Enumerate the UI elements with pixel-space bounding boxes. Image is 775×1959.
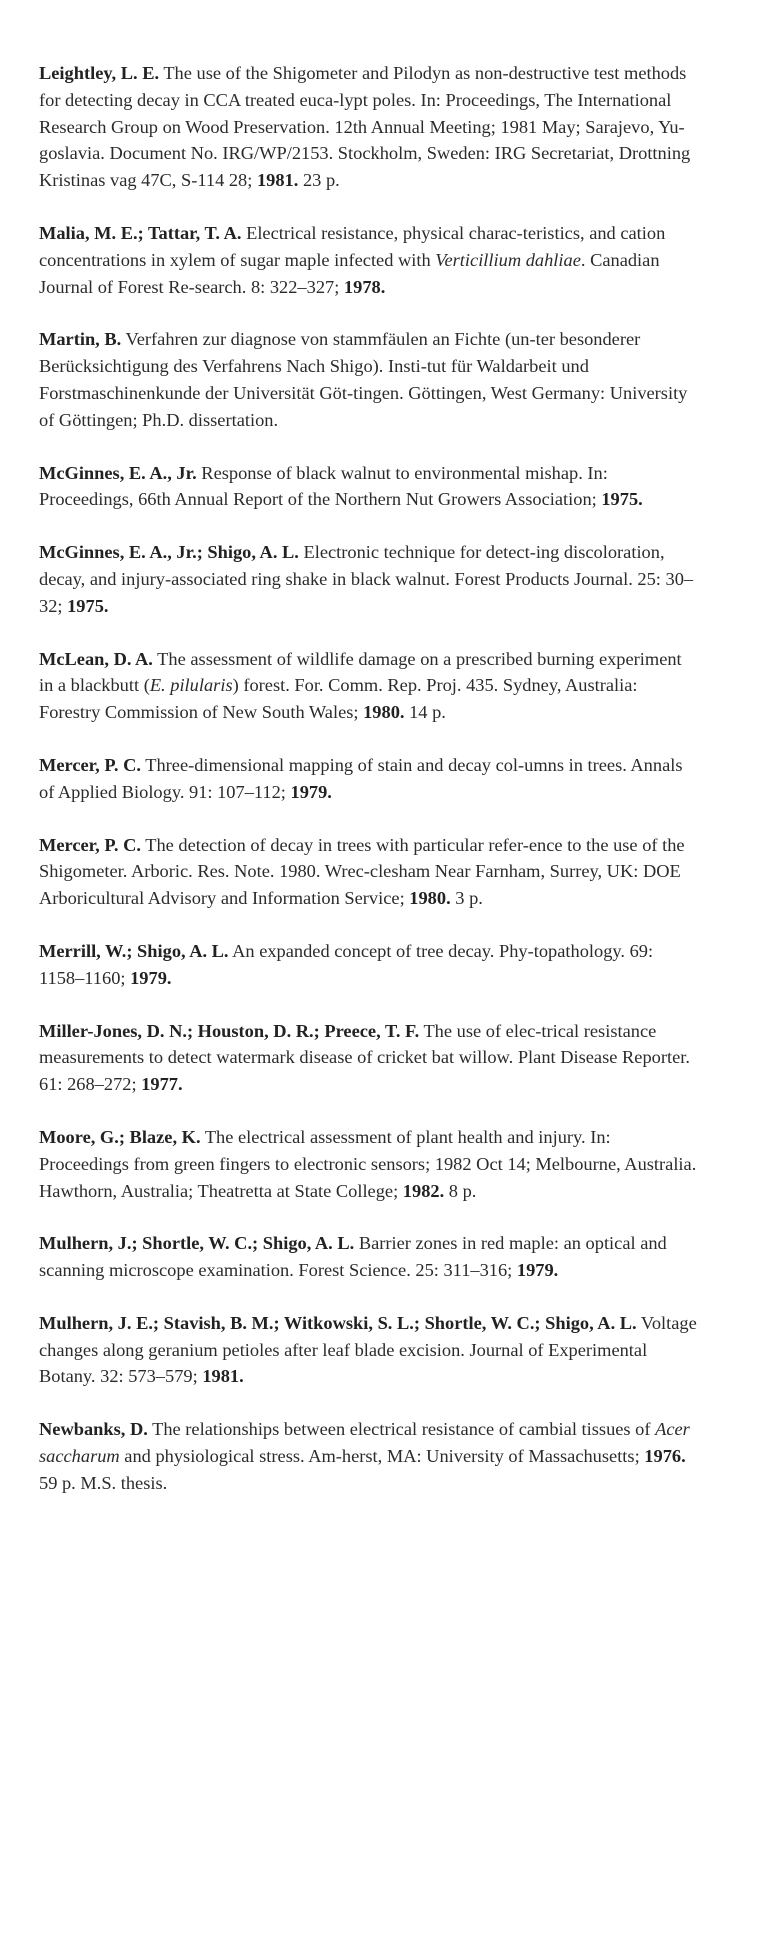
reference-year: 1975.	[67, 595, 109, 616]
reference-text: ) forest. For. Comm. Rep. Proj. 435. Sydney, Australia: Forestry Commission of New South Wales;	[39, 675, 638, 723]
reference-entry	[39, 1018, 699, 1098]
reference-year: 1980.	[409, 888, 451, 909]
reference-text: 14 p.	[404, 702, 446, 723]
reference-authors: McGinnes, E. A., Jr.; Shigo, A. L.	[39, 542, 299, 563]
reference-text: Electrical resistance, physical charac-teristics, and cation concentrations in xylem of sugar maple infected with	[39, 222, 666, 270]
reference-authors: Mulhern, J. E.; Stavish, B. M.; Witkowski, S. L.; Shortle, W. C.; Shigo, A. L.	[39, 1312, 637, 1333]
reference-year: 1981.	[256, 170, 299, 191]
reference-authors: McLean, D. A.	[39, 648, 153, 669]
reference-year: 1982.	[402, 1180, 445, 1201]
reference-entry	[39, 220, 699, 300]
reference-text: Verfahren zur diagnose von stammfäulen an Fichte (un-ter besonderer Berücksichtigung des Verfahrens Nach Shigo). Insti-tut für Waldarbeit und Forstmaschinenkunde der Universität Göt-tingen. Göttingen, West Germany: University of Göttingen; Ph.D. dissertation.	[39, 329, 688, 430]
reference-italic-text: Acer saccharum	[39, 1419, 690, 1467]
reference-text: Voltage changes along geranium petioles after leaf blade excision. Journal of Experimental Botany. 32: 573–579;	[39, 1312, 697, 1387]
reference-text: The assessment of wildlife damage on a prescribed burning experiment in a blackbutt (	[39, 648, 682, 696]
reference-authors: Leightley, L. E.	[39, 63, 160, 83]
reference-authors: Newbanks, D.	[39, 1419, 148, 1440]
reference-text: The electrical assessment of plant health and injury. In: Proceedings from green fingers to electronic sensors; 1982 Oct 14; Melbourne, Australia. Hawthorn, Australia; Theatretta at State College;	[39, 1126, 697, 1201]
reference-entry	[39, 60, 699, 194]
reference-year: 1977.	[141, 1074, 183, 1095]
reference-text: 3 p.	[450, 888, 483, 909]
reference-entry	[39, 1230, 699, 1284]
reference-text: The detection of decay in trees with particular refer-ence to the use of the Shigometer. Arboric. Res. Note. 1980. Wrec-clesham Near Farnham, Surrey, UK: DOE Arboricultural Advisory and Information Service;	[39, 834, 685, 909]
reference-entry	[39, 326, 699, 433]
reference-text: Barrier zones in red maple: an optical and scanning microscope examination. Forest Science. 25: 311–316;	[39, 1233, 667, 1281]
reference-italic-text: E. pilularis	[149, 675, 233, 696]
reference-authors: Martin, B.	[39, 329, 122, 350]
reference-entry	[39, 1310, 699, 1390]
reference-text: Response of black walnut to environmental mishap. In: Proceedings, 66th Annual Report of the Northern Nut Growers Association;	[39, 462, 608, 510]
reference-entry	[39, 539, 699, 619]
reference-text: 8 p.	[444, 1180, 477, 1201]
reference-year: 1980.	[363, 702, 405, 723]
reference-text: An expanded concept of tree decay. Phy-topathology. 69: 1158–1160;	[39, 940, 654, 988]
reference-italic-text: Verticillium dahliae	[435, 249, 581, 270]
reference-text: . Canadian Journal of Forest Re-search. 8: 322–327;	[39, 249, 660, 297]
reference-year: 1976.	[644, 1446, 686, 1467]
reference-year: 1975.	[601, 489, 643, 510]
reference-text: 23 p.	[298, 170, 340, 191]
reference-text: The relationships between electrical resistance of cambial tissues of	[147, 1419, 656, 1440]
reference-year: 1981.	[202, 1366, 244, 1387]
reference-year: 1978.	[343, 276, 386, 297]
reference-text: Electronic technique for detect-ing discoloration, decay, and injury-associated ring shake in black walnut. Forest Products Journal. 25: 30–32;	[39, 542, 694, 616]
reference-authors: Moore, G.; Blaze, K.	[39, 1126, 201, 1147]
reference-authors: Malia, M. E.; Tattar, T. A.	[39, 222, 242, 243]
reference-year: 1979.	[516, 1260, 559, 1281]
reference-year: 1979.	[130, 967, 172, 988]
reference-entry	[39, 460, 699, 514]
reference-entry	[39, 752, 699, 806]
reference-entry	[39, 646, 699, 726]
reference-authors: Mercer, P. C.	[39, 834, 141, 855]
reference-text: The use of the Shigometer and Pilodyn as non-destructive test methods for detecting decay in CCA treated euca-lypt poles. In: Proceedings, The International Research Group on Wood Preservation. 12th Annual Meeting; 1981 May; Sarajevo, Yu-goslavia. Document No. IRG/WP/2153. Stockholm, Sweden: IRG Secretariat, Drottning Kristinas vag 47C, S-114 28;	[39, 63, 691, 191]
reference-entry	[39, 938, 699, 992]
reference-authors: McGinnes, E. A., Jr.	[39, 462, 197, 483]
reference-text: Three-dimensional mapping of stain and decay col-umns in trees. Annals of Applied Biology. 91: 107–112;	[39, 754, 683, 802]
reference-entry	[39, 1124, 699, 1204]
reference-text: 59 p. M.S. thesis.	[39, 1472, 168, 1493]
reference-authors: Miller-Jones, D. N.; Houston, D. R.; Preece, T. F.	[39, 1020, 420, 1041]
reference-text: and physiological stress. Am-herst, MA: University of Massachusetts;	[119, 1446, 645, 1467]
reference-entry	[39, 832, 699, 912]
reference-authors: Mulhern, J.; Shortle, W. C.; Shigo, A. L.	[39, 1233, 355, 1254]
reference-entry	[39, 1416, 699, 1496]
reference-list	[39, 60, 699, 1523]
reference-text: The use of elec-trical resistance measurements to detect watermark disease of cricket bat willow. Plant Disease Reporter. 61: 268–272;	[39, 1020, 690, 1095]
reference-authors: Merrill, W.; Shigo, A. L.	[39, 940, 229, 961]
reference-year: 1979.	[290, 781, 332, 802]
reference-authors: Mercer, P. C.	[39, 754, 141, 775]
